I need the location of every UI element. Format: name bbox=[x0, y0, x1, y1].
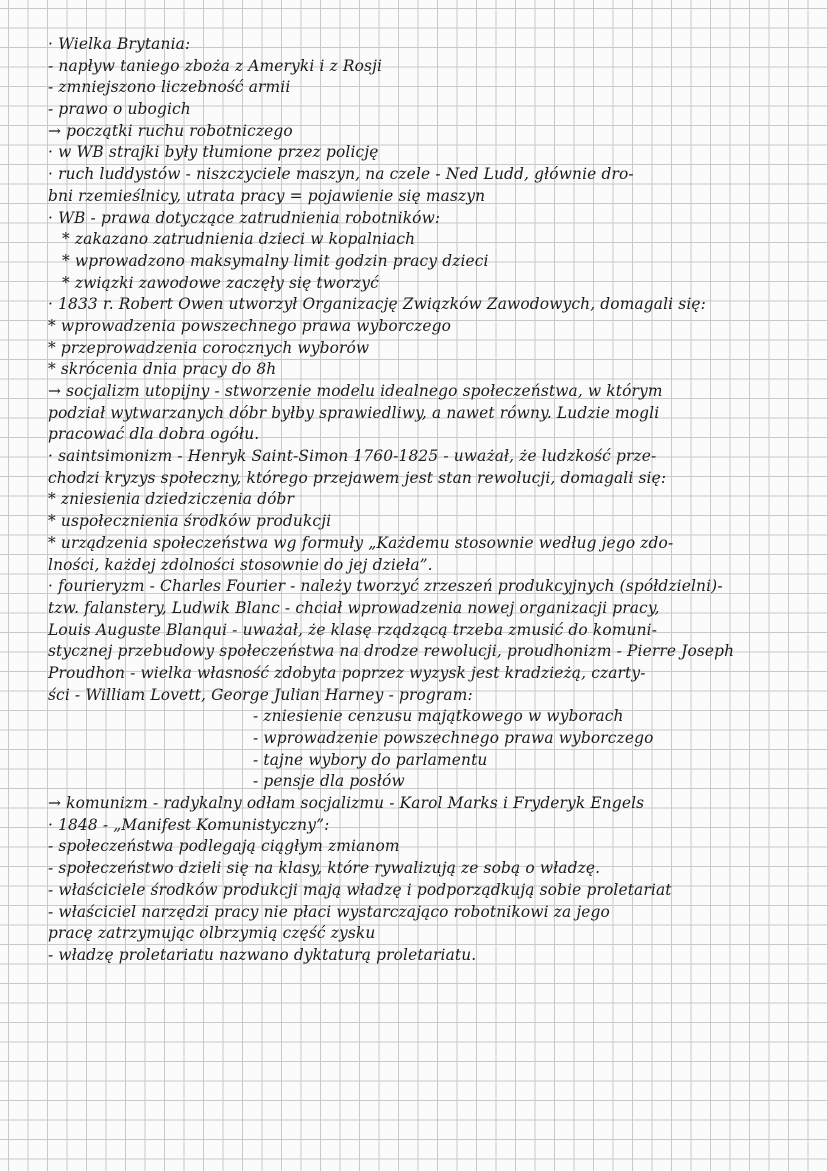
note-line: - społeczeństwo dzieli się na klasy, które rywalizują ze sobą o władzę. bbox=[48, 859, 601, 878]
note-bullet: * wprowadzono maksymalny limit godzin pracy dzieci bbox=[62, 251, 489, 270]
note-line: · ruch luddystów - niszczyciele maszyn, na czele - Ned Ludd, głównie dro- bbox=[48, 165, 634, 184]
note-line: - właściciel narzędzi pracy nie płaci wystarczająco robotnikowi za jego bbox=[48, 902, 610, 921]
note-subitem: - tajne wybory do parlamentu bbox=[253, 750, 488, 769]
note-line: Louis Auguste Blanqui - uważał, że klasę rządzącą trzeba zmusić do komuni- bbox=[48, 620, 658, 639]
note-line: · 1848 - „Manifest Komunistyczny”: bbox=[48, 815, 330, 834]
note-line: podział wytwarzanych dóbr byłby sprawiedliwy, a nawet równy. Ludzie mogli bbox=[48, 403, 660, 422]
note-line: lności, każdej zdolności stosownie do jej dzieła”. bbox=[48, 555, 433, 574]
note-bullet: * skrócenia dnia pracy do 8h bbox=[48, 360, 277, 379]
note-line: pracować dla dobra ogółu. bbox=[48, 425, 260, 444]
note-bullet: * urządzenia społeczeństwa wg formuły „Każdemu stosownie według jego zdo- bbox=[48, 533, 674, 552]
note-line: · fourieryzm - Charles Fourier - należy tworzyć zrzeszeń produkcyjnych (spółdzielni)- bbox=[48, 577, 723, 596]
note-line: ści - William Lovett, George Julian Harney - program: bbox=[48, 685, 473, 704]
note-line: stycznej przebudowy społeczeństwa na drodze rewolucji, proudhonizm - Pierre Joseph bbox=[48, 642, 735, 661]
note-line: - zmniejszono liczebność armii bbox=[48, 78, 291, 97]
note-bullet: * związki zawodowe zaczęły się tworzyć bbox=[62, 273, 379, 292]
note-line: bni rzemieślnicy, utrata pracy = pojawienie się maszyn bbox=[48, 186, 486, 205]
note-bullet: * zniesienia dziedziczenia dóbr bbox=[48, 490, 295, 509]
handwritten-notes bbox=[48, 34, 796, 967]
note-line: - napływ taniego zboża z Ameryki i z Rosji bbox=[48, 56, 383, 75]
note-line: · w WB strajki były tłumione przez policję bbox=[48, 143, 379, 162]
note-line: · WB - prawa dotyczące zatrudnienia robotników: bbox=[48, 208, 441, 227]
note-line: → socjalizm utopijny - stworzenie modelu idealnego społeczeństwa, w którym bbox=[48, 382, 663, 400]
note-line: tzw. falanstery, Ludwik Blanc - chciał wprowadzenia nowej organizacji pracy, bbox=[48, 598, 660, 617]
note-line: chodzi kryzys społeczny, którego przejawem jest stan rewolucji, domagali się: bbox=[48, 468, 667, 487]
note-line: - właściciele środków produkcji mają władzę i podporządkują sobie proletariat bbox=[48, 880, 672, 899]
note-bullet: * przeprowadzenia corocznych wyborów bbox=[48, 338, 370, 357]
note-subitem: - zniesienie cenzusu majątkowego w wyborach bbox=[253, 707, 624, 726]
note-line: Proudhon - wielka własność zdobyta poprzez wyzysk jest kradzieżą, czarty- bbox=[48, 663, 646, 682]
note-line: → początki ruchu robotniczego bbox=[48, 121, 293, 140]
note-bullet: * uspołecznienia środków produkcji bbox=[48, 512, 332, 531]
note-subitem: - pensje dla posłów bbox=[253, 772, 405, 791]
note-line: → komunizm - radykalny odłam socjalizmu - Karol Marks i Fryderyk Engels bbox=[48, 794, 645, 813]
note-line: - władzę proletariatu nazwano dyktaturą proletariatu. bbox=[48, 945, 477, 964]
note-line: - społeczeństwa podlegają ciągłym zmianom bbox=[48, 837, 400, 856]
note-line: - prawo o ubogich bbox=[48, 100, 191, 119]
note-line: · saintsimonizm - Henryk Saint-Simon 1760-1825 - uważał, że ludzkość prze- bbox=[48, 447, 657, 466]
note-line-heading: · Wielka Brytania: bbox=[48, 35, 191, 53]
note-bullet: * wprowadzenia powszechnego prawa wyborczego bbox=[48, 316, 452, 335]
note-bullet: * zakazano zatrudnienia dzieci w kopalniach bbox=[62, 230, 416, 249]
note-line: · 1833 r. Robert Owen utworzył Organizację Związków Zawodowych, domagali się: bbox=[48, 295, 707, 314]
note-subitem: - wprowadzenie powszechnego prawa wyborczego bbox=[253, 729, 654, 747]
note-line: pracę zatrzymując olbrzymią część zysku bbox=[48, 924, 376, 943]
